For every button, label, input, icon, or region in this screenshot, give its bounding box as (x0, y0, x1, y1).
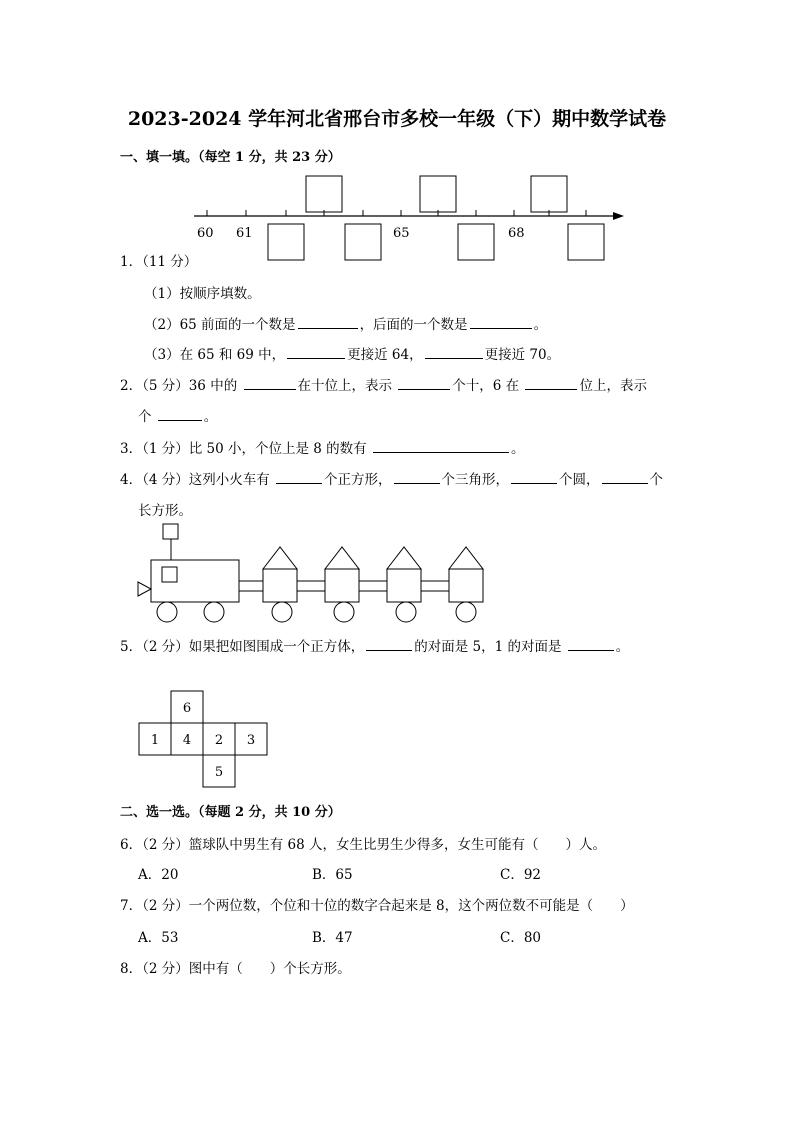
q1-part3-text-a: （3）在 65 和 69 中， (144, 347, 286, 363)
net-label: 2 (214, 733, 224, 748)
net-label: 6 (182, 701, 192, 716)
number-line-label: 68 (508, 226, 525, 241)
q3-text-a: 3．（1 分）比 50 小，个位上是 8 的数有 (120, 441, 367, 457)
q5-text-a: 5．（2 分）如果把如图围成一个正方体， (120, 639, 365, 655)
q2-text-c: 个十，6 在 (452, 378, 520, 394)
q6-option-c[interactable]: C．92 (500, 867, 542, 883)
q2-text-b: 在十位上，表示 (297, 378, 392, 394)
q2-text-f: 。 (203, 409, 218, 425)
section-2-heading: 二、选一选。（每题 2 分，共 10 分） (120, 805, 341, 820)
net-label: 1 (150, 733, 160, 748)
q2-text-d: 位上，表示 (579, 378, 647, 394)
q8-stem: 8．（2 分）图中有（ ）个长方形。 (120, 961, 351, 977)
q6-option-a[interactable]: A．20 (138, 867, 179, 883)
q7-option-c[interactable]: C．80 (500, 930, 542, 946)
q7-stem: 7．（2 分）一个两位数，个位和十位的数字合起来是 8，这个两位数不可能是（ ） (120, 898, 634, 914)
q3-text-b: 。 (510, 441, 525, 457)
net-label: 3 (246, 733, 256, 748)
q6-option-b[interactable]: B．65 (312, 867, 353, 883)
q1-part1: （1）按顺序填数。 (144, 286, 261, 302)
q1-part2-text-b: ，后面的一个数是 (359, 317, 468, 333)
q4-text-b: 个正方形， (324, 472, 392, 488)
number-line-label: 60 (197, 226, 214, 241)
q4-text-d: 个圆， (559, 472, 600, 488)
q1-part3-text-c: 更接近 70。 (484, 347, 561, 363)
q4-line2: 长方形。 (138, 503, 192, 519)
q1-part3-text-b: 更接近 64， (347, 347, 423, 363)
q2-text-e: 个 (138, 409, 152, 425)
q6-stem: 6．（2 分）篮球队中男生有 68 人，女生比男生少得多，女生可能有（ ）人。 (120, 837, 606, 853)
q4-text-c: 个三角形， (441, 472, 510, 488)
section-1-heading: 一、填一填。（每空 1 分，共 23 分） (120, 150, 341, 165)
q7-option-b[interactable]: B．47 (312, 930, 353, 946)
page-title: 2023-2024 学年河北省邢台市多校一年级（下）期中数学试卷 (127, 108, 667, 130)
q4-text-e: 个 (649, 472, 664, 488)
q2-text-a: 2．（5 分）36 中的 (120, 378, 238, 394)
q1-part2-text-a: （2）65 前面的一个数是 (144, 317, 296, 333)
q4-text-a: 4．（4 分）这列小火车有 (120, 472, 270, 488)
net-label: 4 (182, 733, 192, 748)
q5-text-c: 。 (615, 639, 630, 655)
number-line-label: 61 (236, 226, 253, 241)
net-label: 5 (214, 765, 224, 780)
number-line-label: 65 (393, 226, 410, 241)
q1-stem: 1．（11 分） (120, 254, 198, 270)
q1-part2-text-c: 。 (533, 317, 548, 333)
q7-option-a[interactable]: A．53 (138, 930, 179, 946)
q5-text-b: 的对面是 5，1 的对面是 (414, 639, 562, 655)
